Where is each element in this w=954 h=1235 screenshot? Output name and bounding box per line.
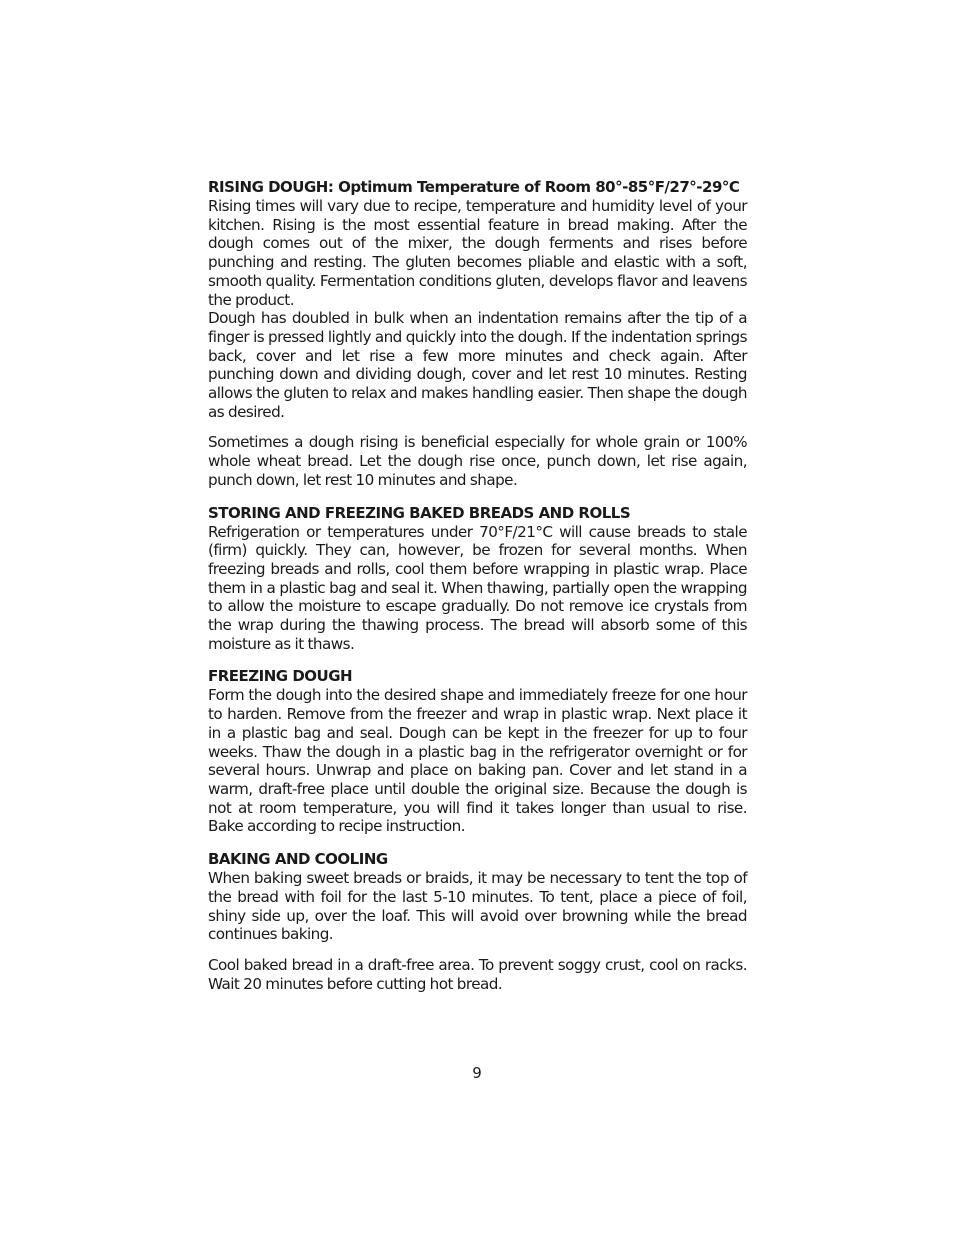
paragraph: Dough has doubled in bulk when an indentation remains after the tip of a finger is pressed lightly and quickly into the dough. If the indentation springs back, cover and let rise a few more minutes and check again. After punching down and dividing dough, cover and let rest 10 minutes. Resting allows the gluten to relax and makes handling easier. Then shape the dough as desired. [208, 309, 747, 421]
paragraph: Rising times will vary due to recipe, temperature and humidity level of your kitchen. Rising is the most essential feature in bread making. After the dough comes out of the mixer, the dough ferments and rises before punching and resting. The gluten becomes pliable and elastic with a soft, smooth quality. Fermentation conditions gluten, develops flavor and leavens the product. [208, 197, 747, 309]
section-heading: BAKING AND COOLING [208, 850, 388, 869]
paragraph: When baking sweet breads or braids, it may be necessary to tent the top of the bread with foil for the last 5-10 minutes. To tent, place a piece of foil, shiny side up, over the loaf. This will avoid over browning while the bread continues baking. [208, 869, 747, 944]
paragraph: Refrigeration or temperatures under 70°F/21°C will cause breads to stale (firm) quickly. They can, however, be frozen for several months. When freezing breads and rolls, cool them before wrapping in plastic wrap. Place them in a plastic bag and seal it. When thawing, partially open the wrapping to allow the moisture to escape gradually. Do not remove ice crystals from the wrap during the thawing process. The bread will absorb some of this moisture as it thaws. [208, 522, 747, 653]
paragraph: Cool baked bread in a draft-free area. To prevent soggy crust, cool on racks. Wait 20 minutes before cutting hot bread. [208, 955, 747, 993]
paragraph: Sometimes a dough rising is beneficial especially for whole grain or 100% whole wheat bread. Let the dough rise once, punch down, let rise again, punch down, let rest 10 minutes and shape. [208, 433, 747, 489]
section-heading: FREEZING DOUGH [208, 667, 353, 686]
section-storing-freezing [208, 504, 747, 654]
page-number: 9 [472, 1064, 482, 1082]
section-rising-dough [208, 178, 747, 490]
section-heading: STORING AND FREEZING BAKED BREADS AND ROLLS [208, 503, 631, 522]
paragraph: Form the dough into the desired shape and immediately freeze for one hour to harden. Remove from the freezer and wrap in plastic wrap. Next place it in a plastic bag and seal. Dough can be kept in the freezer for up to four weeks. Thaw the dough in a plastic bag in the refrigerator overnight or for several hours. Unwrap and place on baking pan. Cover and let stand in a warm, draft-free place until double the original size. Because the dough is not at room temperature, you will find it takes longer than usual to rise. Bake according to recipe instruction. [208, 686, 747, 836]
section-baking-cooling [208, 850, 747, 993]
section-freezing-dough [208, 667, 747, 836]
page-content [208, 178, 747, 993]
section-heading: RISING DOUGH: Optimum Temperature of Room 80°-85°F/27°-29°C [208, 178, 740, 196]
